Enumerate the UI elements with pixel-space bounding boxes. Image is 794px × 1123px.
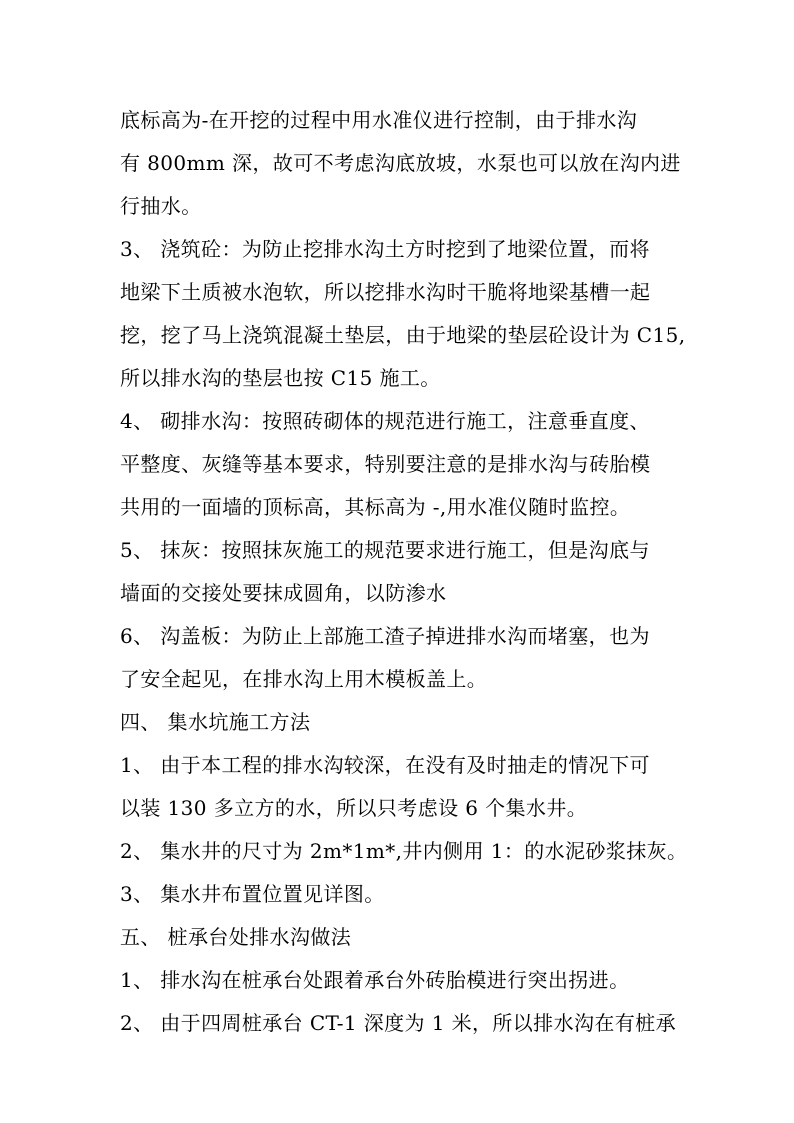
list-item: 3、 集水井布置位置见详图。 — [120, 882, 385, 906]
list-item: 2、 集水井的尺寸为 2m*1m*,井内侧用 1：的水泥砂浆抹灰。 — [120, 839, 688, 863]
list-item: 5、 抹灰：按照抹灰施工的规范要求进行施工，但是沟底与 — [120, 538, 650, 562]
paragraph-line: 底标高为-在开挖的过程中用水准仪进行控制，由于排水沟 — [120, 108, 638, 132]
paragraph-line: 挖，挖了马上浇筑混凝土垫层，由于地梁的垫层砼设计为 C15, — [120, 323, 686, 347]
list-item: 1、 排水沟在桩承台处跟着承台外砖胎模进行突出拐进。 — [120, 968, 630, 992]
list-item: 6、 沟盖板：为防止上部施工渣子掉进排水沟而堵塞，也为 — [120, 624, 650, 648]
paragraph-line: 行抽水。 — [120, 194, 202, 218]
list-item: 4、 砌排水沟：按照砖砌体的规范进行施工，注意垂直度、 — [120, 409, 650, 433]
paragraph-line: 了安全起见，在排水沟上用木模板盖上。 — [120, 667, 488, 691]
paragraph-line: 以装 130 多立方的水，所以只考虑设 6 个集水井。 — [120, 796, 588, 820]
paragraph-line: 所以排水沟的垫层也按 C15 施工。 — [120, 366, 441, 390]
paragraph-line: 共用的一面墙的顶标高，其标高为 -,用水准仪随时监控。 — [120, 495, 631, 519]
list-item: 1、 由于本工程的排水沟较深，在没有及时抽走的情况下可 — [120, 753, 650, 777]
paragraph-line: 平整度、灰缝等基本要求，特别要注意的是排水沟与砖胎模 — [120, 452, 651, 476]
paragraph-line: 墙面的交接处要抹成圆角，以防渗水 — [120, 581, 447, 605]
list-item: 2、 由于四周桩承台 CT-1 深度为 1 米，所以排水沟在有桩承 — [120, 1011, 676, 1035]
paragraph-line: 有 800mm 深，故可不考虑沟底放坡，水泵也可以放在沟内进 — [120, 151, 681, 175]
paragraph-line: 地梁下土质被水泡软，所以挖排水沟时干脆将地梁基槽一起 — [120, 280, 651, 304]
list-item: 3、 浇筑砼：为防止挖排水沟土方时挖到了地梁位置，而将 — [120, 237, 650, 261]
section-heading: 五、 桩承台处排水沟做法 — [120, 925, 352, 949]
section-heading: 四、 集水坑施工方法 — [120, 710, 311, 734]
